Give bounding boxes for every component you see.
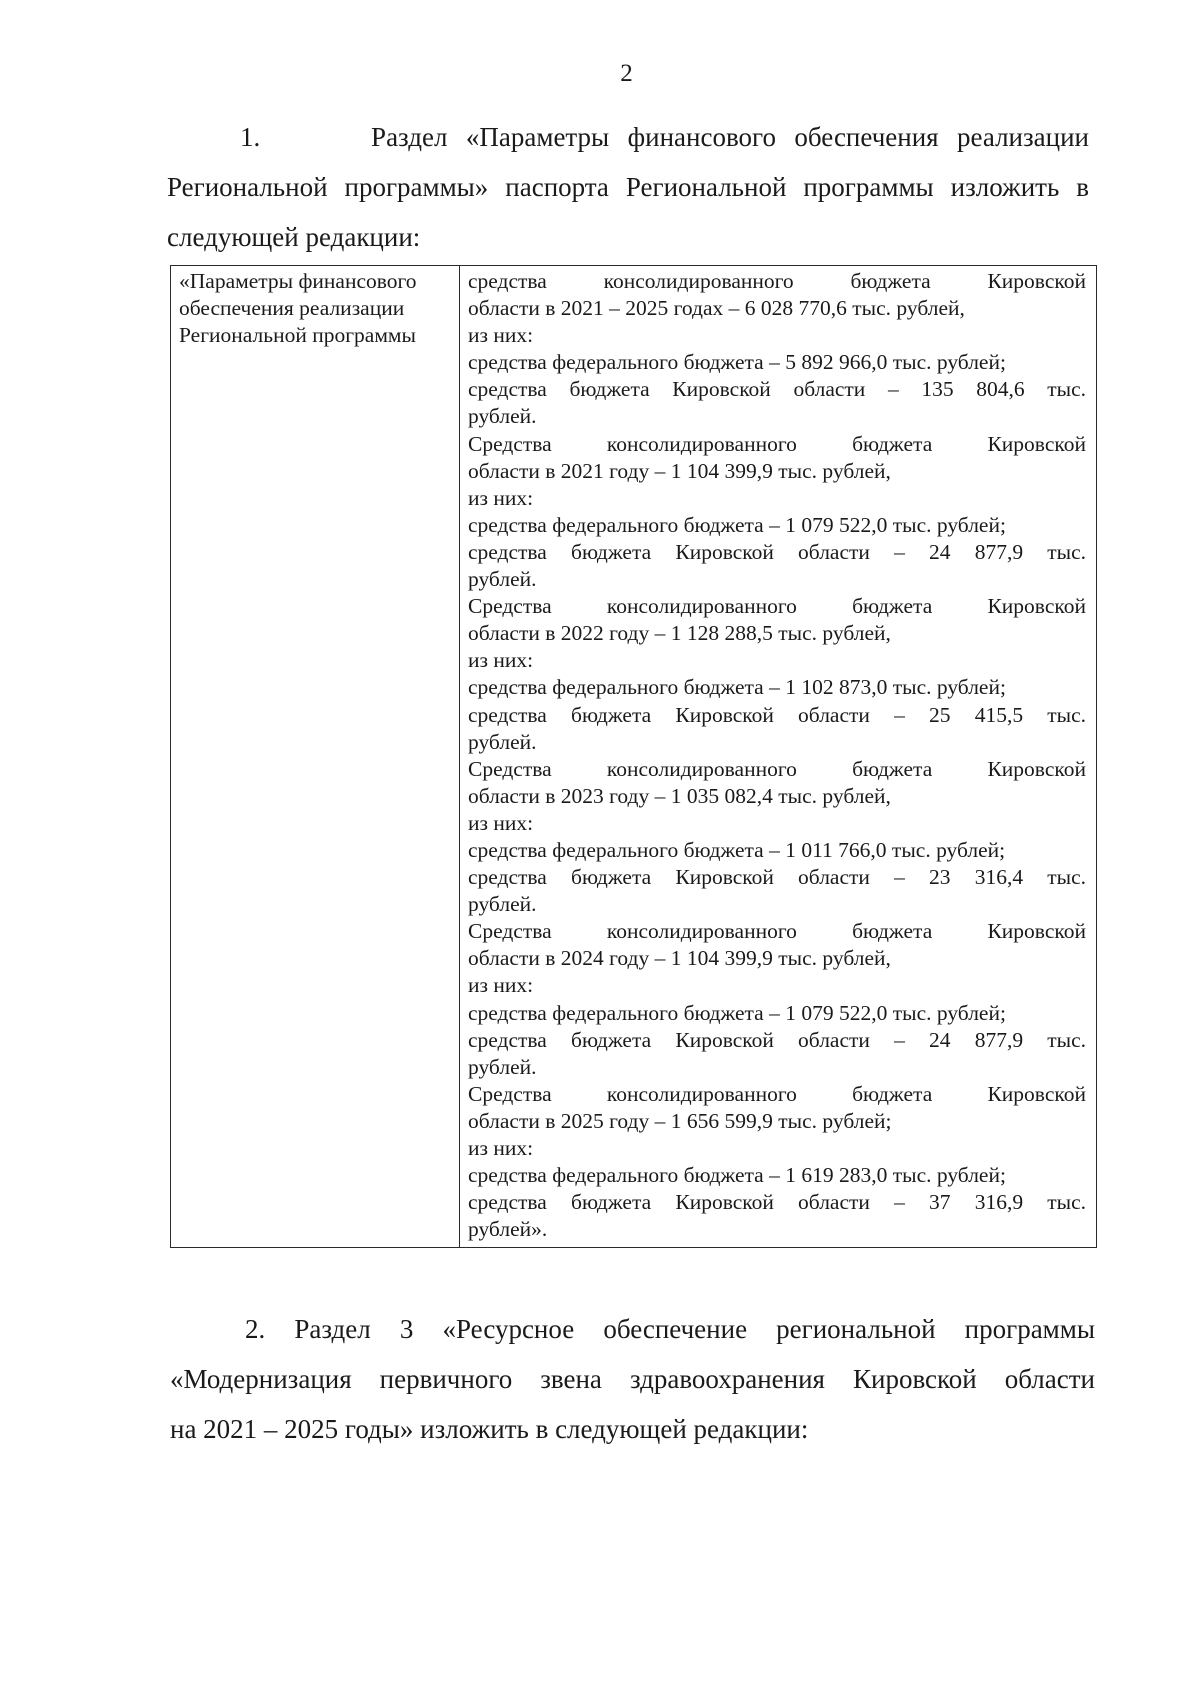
funding-line: рублей. (468, 892, 537, 917)
funding-line: средства федерального бюджета – 1 011 766,0 тыс. рублей; (468, 837, 1006, 862)
funding-line: средства бюджета Кировской области – 23 316,4 тыс. (468, 865, 1086, 890)
funding-line: из них: (468, 323, 534, 348)
financial-parameters-table (170, 265, 1097, 1248)
item-1-line: 1. Раздел «Параметры финансового обеспечения реализации (240, 122, 1089, 152)
item-1-line: следующей редакции: (167, 222, 421, 252)
funding-line: Средства консолидированного бюджета Кировской (468, 431, 1086, 456)
funding-line: области в 2024 году – 1 104 399,9 тыс. рублей, (468, 946, 891, 971)
funding-line: области в 2021 – 2025 годах – 6 028 770,6 тыс. рублей, (468, 296, 965, 321)
funding-line: средства бюджета Кировской области – 135 804,6 тыс. (468, 377, 1086, 402)
item-1-line: Региональной программы» паспорта Региональной программы изложить в (167, 172, 1089, 202)
funding-line: рублей. (468, 567, 537, 592)
funding-line: рублей. (468, 404, 537, 429)
funding-line: средства федерального бюджета – 1 079 522,0 тыс. рублей; (468, 1000, 1006, 1025)
funding-line: области в 2025 году – 1 656 599,9 тыс. рублей; (468, 1108, 892, 1133)
item-2-line: «Модернизация первичного звена здравоохранения Кировской области (170, 1364, 1095, 1394)
funding-line: Средства консолидированного бюджета Кировской (468, 594, 1086, 619)
page-number: 2 (620, 60, 633, 87)
item-2-line: 2. Раздел 3 «Ресурсное обеспечение региональной программы (245, 1314, 1095, 1344)
funding-line: из них: (468, 648, 534, 673)
funding-line: рублей. (468, 1054, 537, 1079)
funding-line: Средства консолидированного бюджета Кировской (468, 756, 1086, 781)
parameter-value-cell (460, 266, 1097, 1248)
funding-line: области в 2022 году – 1 128 288,5 тыс. рублей, (468, 621, 891, 646)
amendment-item-2 (170, 1304, 1095, 1454)
funding-line: из них: (468, 1136, 534, 1160)
parameter-name-line: Региональной программы (179, 323, 416, 348)
parameter-name-line: «Параметры финансового (179, 269, 417, 293)
funding-line: средства федерального бюджета – 5 892 966,0 тыс. рублей; (468, 350, 1006, 375)
funding-line: Средства консолидированного бюджета Кировской (468, 919, 1086, 944)
funding-line: средства федерального бюджета – 1 079 522,0 тыс. рублей; (468, 512, 1006, 537)
funding-line: области в 2023 году – 1 035 082,4 тыс. рублей, (468, 783, 891, 808)
amendment-item-1 (167, 112, 1089, 262)
funding-line: средства федерального бюджета – 1 102 873,0 тыс. рублей; (468, 675, 1006, 700)
item-2-line: на 2021 – 2025 годы» изложить в следующей редакции: (170, 1414, 809, 1444)
funding-line: средства консолидированного бюджета Кировской (468, 269, 1086, 293)
funding-line: средства федерального бюджета – 1 619 283,0 тыс. рублей; (468, 1163, 1006, 1188)
funding-line: из них: (468, 485, 534, 510)
funding-line: области в 2021 году – 1 104 399,9 тыс. рублей, (468, 458, 891, 483)
table-row (171, 266, 1097, 1248)
funding-line: средства бюджета Кировской области – 24 877,9 тыс. (468, 539, 1086, 564)
funding-line: средства бюджета Кировской области – 37 316,9 тыс. (468, 1190, 1086, 1215)
parameter-name-cell (171, 266, 460, 1248)
funding-line: рублей. (468, 729, 537, 754)
funding-line: средства бюджета Кировской области – 24 877,9 тыс. (468, 1027, 1086, 1052)
funding-line: из них: (468, 810, 534, 835)
parameter-name-line: обеспечения реализации (179, 296, 405, 321)
funding-line: рублей». (468, 1217, 548, 1242)
funding-line: средства бюджета Кировской области – 25 415,5 тыс. (468, 702, 1086, 727)
funding-line: из них: (468, 973, 534, 998)
funding-line: Средства консолидированного бюджета Кировской (468, 1081, 1086, 1106)
